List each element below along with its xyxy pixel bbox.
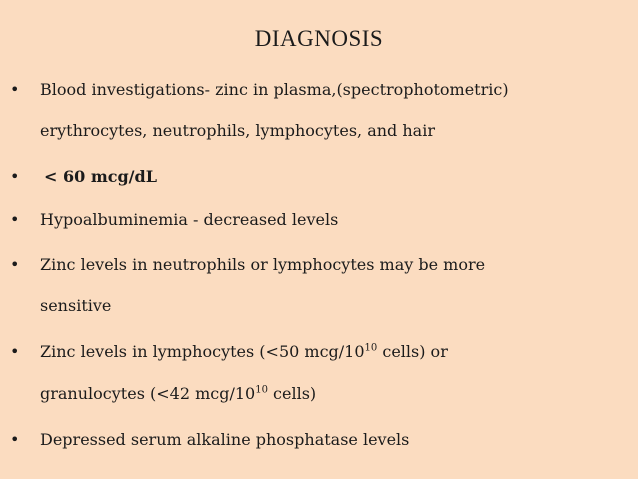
bullet-marker: • [10,167,20,186]
bullet-1-line-1: Blood investigations- zinc in plasma,(spectrophotometric) [40,80,509,99]
bullet-4-line-1: Zinc levels in neutrophils or lymphocytes may be more [40,255,486,274]
bullet-marker: • [10,80,20,99]
bullet-marker: • [10,430,20,449]
bullet-2-text: < 60 mcg/dL [44,167,157,186]
bullet-1-line-2: erythrocytes, neutrophils, lymphocytes, and hair [40,121,435,140]
bullet-marker: • [10,210,20,229]
bullet-4-line-2: sensitive [40,296,112,315]
bullet-5-line-2-text-b: cells) [267,384,317,403]
bullet-5-line-2 [40,384,316,403]
bullet-5-line-2-exponent: 10 [255,384,268,396]
bullet-5-line-1-text-b: cells) or [377,342,448,361]
bullet-3-text: Hypoalbuminemia - decreased levels [40,210,339,229]
bullet-marker: • [10,255,20,274]
bullet-5-line-1-text-a: Zinc levels in lymphocytes (<50 mcg/10 [40,342,365,361]
bullet-5-line-1 [40,342,448,361]
slide-title: DIAGNOSIS [254,26,384,51]
bullet-marker: • [10,342,20,361]
bullet-6-text: Depressed serum alkaline phosphatase levels [40,430,410,449]
bullet-5-line-2-text-a: granulocytes (<42 mcg/10 [40,384,256,403]
bullet-5-line-1-exponent: 10 [364,342,378,354]
